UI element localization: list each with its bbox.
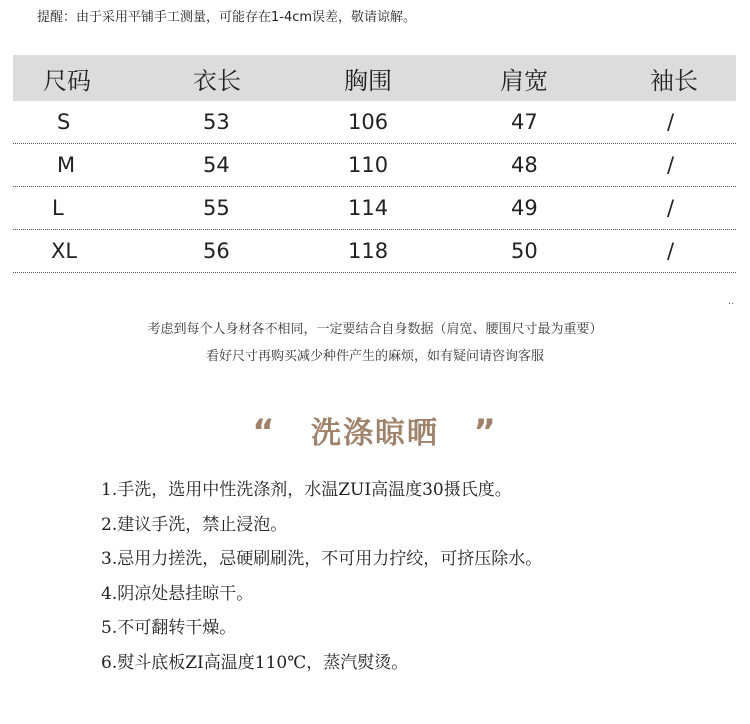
- header-shoulder: 肩宽: [500, 66, 548, 95]
- list-item: 4.阴凉处悬挂晾干。: [101, 583, 254, 604]
- header-size: 尺码: [43, 66, 91, 95]
- cell-chest: 114: [348, 196, 389, 220]
- header-sleeve: 袖长: [650, 66, 698, 95]
- list-item: 6.熨斗底板ZI高温度110℃，蒸汽熨烫。: [101, 652, 409, 673]
- cell-shoulder: 50: [511, 239, 538, 263]
- cell-sleeve: /: [667, 110, 675, 134]
- table-row: [13, 187, 736, 230]
- open-quote: “: [252, 412, 277, 452]
- size-table: [13, 55, 736, 273]
- list-item: 2.建议手洗，禁止浸泡。: [101, 514, 288, 535]
- cell-size: L: [52, 196, 64, 220]
- cell-length: 53: [203, 110, 230, 134]
- header-chest: 胸围: [344, 66, 392, 95]
- cell-size: S: [57, 110, 71, 134]
- cell-shoulder: 49: [511, 196, 538, 220]
- list-item: 1.手洗，选用中性洗涤剂，水温ZUI高温度30摄氏度。: [101, 480, 512, 500]
- table-row: [13, 144, 736, 187]
- wash-section-title: [0, 408, 750, 452]
- cell-length: 56: [203, 239, 230, 263]
- header-length: 衣长: [193, 66, 241, 95]
- cell-chest: 118: [348, 239, 389, 263]
- cell-shoulder: 47: [511, 110, 538, 134]
- wash-instructions-list: [101, 478, 542, 686]
- fit-hint-line1: 考虑到每个人身材各不相同，一定要结合自身数据（肩宽、腰围尺寸最为重要）: [147, 322, 603, 337]
- list-item: 3.忌用力搓洗，忌硬刷刷洗，不可用力拧绞，可挤压除水。: [101, 549, 543, 570]
- cell-size: XL: [51, 239, 78, 263]
- cell-sleeve: /: [667, 196, 675, 220]
- table-row: [13, 101, 736, 144]
- close-quote: ”: [473, 412, 498, 452]
- wash-title-text: 洗涤晾晒: [311, 416, 439, 451]
- cell-sleeve: /: [667, 239, 675, 263]
- measurement-note: 提醒：由于采用平铺手工测量，可能存在1-4cm误差，敬请谅解。: [37, 10, 417, 25]
- cell-chest: 106: [348, 110, 389, 134]
- cell-length: 55: [203, 196, 230, 220]
- table-row: [13, 230, 736, 273]
- cell-chest: 110: [348, 153, 389, 177]
- decorative-dots: ..: [728, 296, 735, 307]
- list-item: 5.不可翻转干燥。: [101, 618, 237, 639]
- cell-sleeve: /: [667, 153, 675, 177]
- cell-size: M: [57, 153, 76, 177]
- size-table-header: [13, 55, 736, 101]
- fit-hint-line2: 看好尺寸再购买减少种件产生的麻烦，如有疑问请咨询客服: [205, 349, 544, 364]
- cell-shoulder: 48: [511, 153, 538, 177]
- cell-length: 54: [203, 153, 230, 177]
